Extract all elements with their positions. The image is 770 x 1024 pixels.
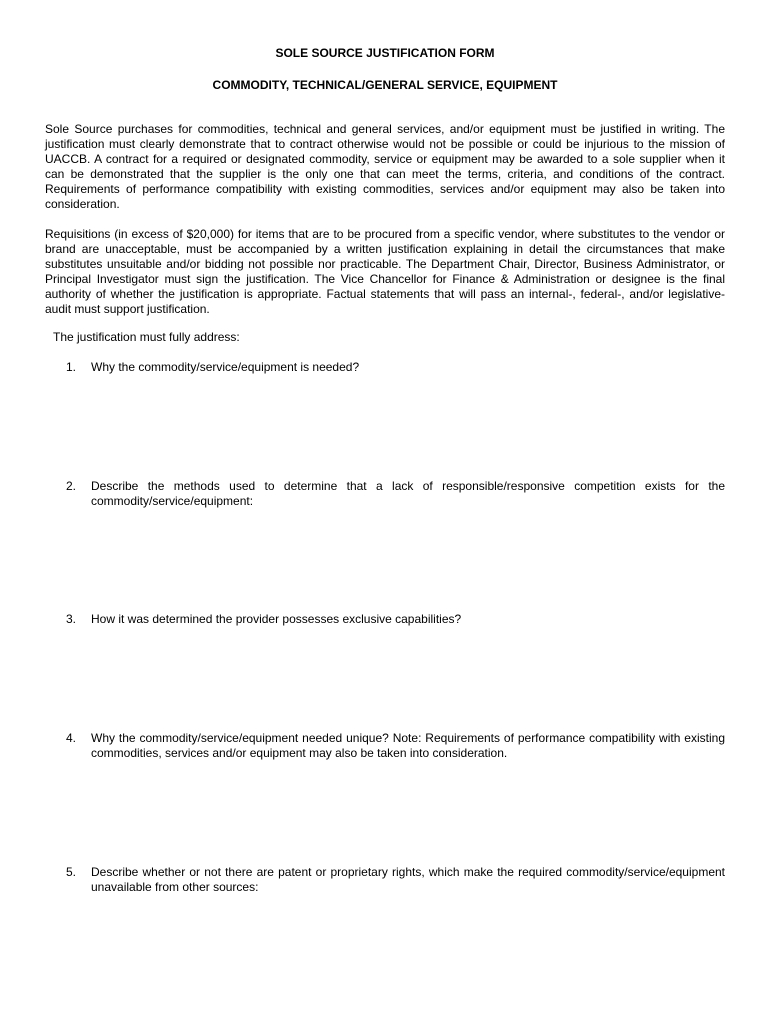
answer-area-5[interactable] xyxy=(91,900,725,1010)
question-1 xyxy=(66,360,725,375)
form-subtitle: COMMODITY, TECHNICAL/GENERAL SERVICE, EQUIPMENT xyxy=(212,78,558,92)
question-number: 1. xyxy=(66,360,77,374)
question-text: Describe the methods used to determine that a lack of responsible/responsive competition exists for the commodity/service/equipment: xyxy=(91,479,725,508)
form-title: SOLE SOURCE JUSTIFICATION FORM xyxy=(275,46,495,60)
question-number: 4. xyxy=(66,731,77,745)
answer-area-1[interactable] xyxy=(91,380,725,472)
justification-intro: The justification must fully address: xyxy=(53,330,240,344)
question-text: How it was determined the provider possesses exclusive capabilities? xyxy=(91,612,462,626)
question-text: Describe whether or not there are patent or proprietary rights, which make the required commodity/service/equipment unavailable from other sources: xyxy=(91,865,725,894)
requisitions-paragraph: Requisitions (in excess of $20,000) for items that are to be procured from a specific vendor, where substitutes to the vendor or brand are unacceptable, must be accompanied by a written justification explaining in detail the circumstances that make substitutes unsuitable and/or bidding not possible nor practicable. The Department Chair, Director, Business Administrator, or Principal Investigator must sign the justification. The Vice Chancellor for Finance & Administration or designee is the final authority of whether the justification is appropriate. Factual statements that will pass an internal-, federal-, and/or legislative-audit must support justification. xyxy=(45,227,725,316)
question-2 xyxy=(66,479,725,509)
question-number: 2. xyxy=(66,479,77,493)
answer-area-3[interactable] xyxy=(91,632,725,724)
question-text: Why the commodity/service/equipment needed unique? Note: Requirements of performance compatibility with existing commodities, services and/or equipment may also be taken into consideration. xyxy=(91,731,725,760)
sole-source-paragraph: Sole Source purchases for commodities, technical and general services, and/or equipment must be justified in writing. The justification must clearly demonstrate that to contract otherwise would not be possible or could be injurious to the mission of UACCB. A contract for a required or designated commodity, service or equipment may be awarded to a sole supplier when it can be demonstrated that the supplier is the only one that can meet the terms, criteria, and conditions of the contract. Requirements of performance compatibility with existing commodities, services and/or equipment may also be taken into consideration. xyxy=(45,122,725,211)
question-text: Why the commodity/service/equipment is needed? xyxy=(91,360,360,374)
question-4 xyxy=(66,731,725,761)
question-number: 5. xyxy=(66,865,77,879)
answer-area-2[interactable] xyxy=(91,514,725,606)
question-number: 3. xyxy=(66,612,77,626)
question-3 xyxy=(66,612,725,627)
question-5 xyxy=(66,865,725,895)
answer-area-4[interactable] xyxy=(91,766,725,858)
